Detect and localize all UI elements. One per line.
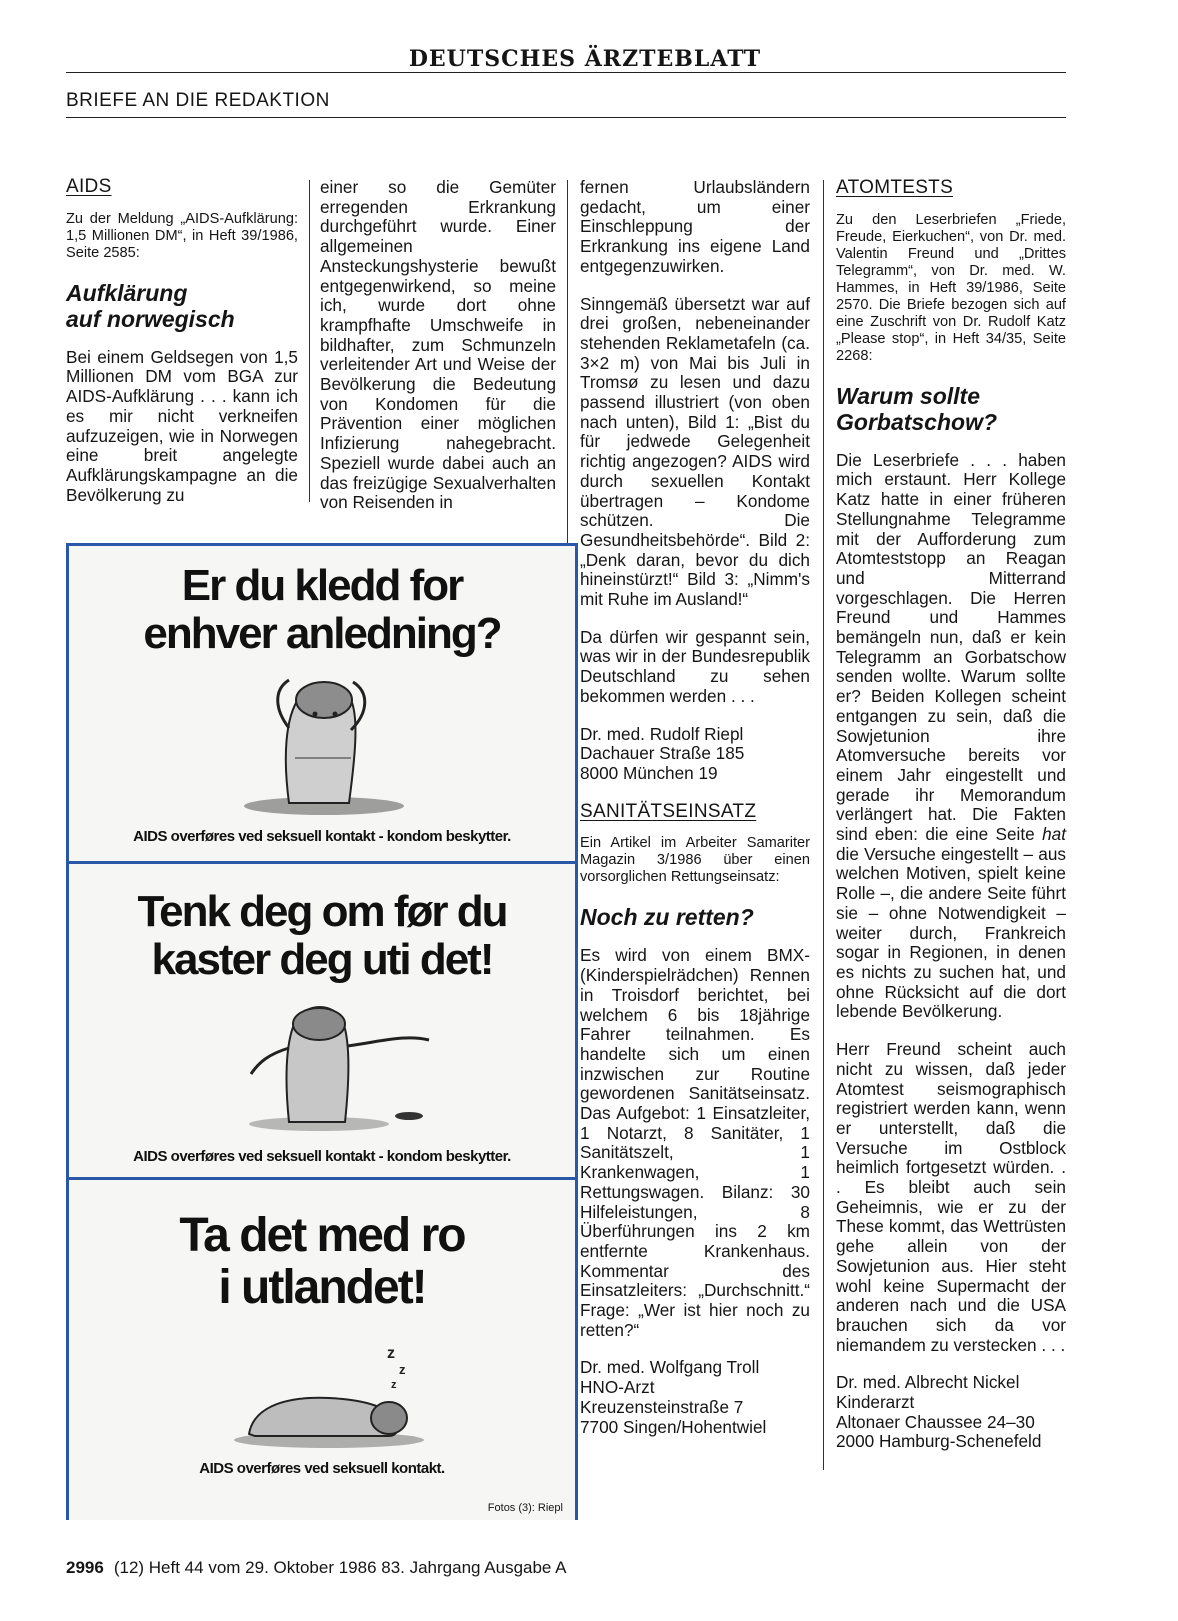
topic-aids: AIDS xyxy=(66,176,112,197)
poster-3 xyxy=(69,1177,575,1520)
journal-masthead: DEUTSCHES ÄRZTEBLATT xyxy=(408,46,762,72)
column-1 xyxy=(66,177,298,523)
svg-text:z: z xyxy=(399,1362,406,1377)
page-number: 2996 xyxy=(66,1558,104,1577)
intro-aids: Zu der Meldung „AIDS-Aufklärung: 1,5 Millionen DM“, in Heft 39/1986, Seite 2585: xyxy=(66,210,298,261)
column-2 xyxy=(320,178,556,531)
body-aids-4: Sinngemäß übersetzt war auf drei großen, nebeneinander stehenden Reklametafeln (ca. 3×2 m) von Mai bis Juli in Tromsø zu lesen und dazu passend illustriert (von oben nach unten), Bild 1: „Bist du für jedwede Gelegenheit richtig angezogen? AIDS wird durch sexuellen Kontakt übertragen – Kondome schützen. Die Gesundheitsbehörde“. Bild 2: „Denk daran, bevor du dich hineinstürzt!“ Bild 3: „Nimm's mit Ruhe im Ausland!“ xyxy=(580,293,810,610)
poster-figure xyxy=(66,543,578,1520)
body-aids-3: fernen Urlaubsländern gedacht, um einer Einschleppung der Erkrankung ins eigene Land entgegenzuwirken. xyxy=(580,177,810,276)
poster-2-tagline: AIDS overføres ved seksuell kontakt - kondom beskytter. xyxy=(133,1148,511,1165)
svg-text:z: z xyxy=(387,1345,395,1362)
column-3 xyxy=(580,178,810,1455)
body-aids-5: Da dürfen wir gespannt sein, was wir in der Bundesrepublik Deutschland zu sehen bekommen werden . . . xyxy=(580,626,810,706)
issue-info: (12) Heft 44 vom 29. Oktober 1986 83. Jahrgang Ausgabe A xyxy=(113,1558,567,1577)
poster-1-title: Er du kledd for enhver anledning? xyxy=(143,561,501,658)
intro-atom: Zu den Leserbriefen „Friede, Freude, Eierkuchen“, von Dr. med. Valentin Freund und „Drittes Telegramm“, von Dr. med. W. Hammes, in Heft 39/1986, Seite 2570. Die Briefe bezogen sich auf eine Zuschrift von Dr. Rudolf Katz „Please stop“, in Heft 34/35, Seite 2268: xyxy=(836,211,1066,364)
column-4 xyxy=(836,178,1066,1470)
header-rule-bottom xyxy=(66,117,1066,118)
poster-1-illustration xyxy=(219,658,429,818)
svg-text:z: z xyxy=(391,1379,397,1391)
body-aids-2: einer so die Gemüter erregenden Erkrankung durchgeführt wurde. Einer allgemeinen Ansteckungshysterie bewußt entgegenwirkend, so meine ich, wurde dort ohne krampfhafte Umschweife in bildhafter, zum Schmunzeln verleitender Art und Weise der Bevölkerung die Bedeutung von Kondomen für die Prävention einer möglichen Infizierung nahegebracht. Speziell wurde dabei auch an das freizügige Sexualverhalten von Reisenden in xyxy=(320,177,556,513)
signature-sanitaet: Dr. med. Wolfgang Troll HNO-Arzt Kreuzensteinstraße 7 7700 Singen/Hohentwiel xyxy=(580,1357,767,1437)
signature-atom: Dr. med. Albrecht Nickel Kinderarzt Altonaer Chaussee 24–30 2000 Hamburg-Schenefeld xyxy=(836,1372,1042,1452)
photo-credit: Fotos (3): Riepl xyxy=(487,1502,563,1514)
poster-2-illustration xyxy=(189,984,469,1134)
headline-aids: Aufklärung auf norwegisch xyxy=(66,279,235,332)
body-atom-2: Herr Freund scheint auch nicht zu wissen, daß jeder Atomtest seismographisch registriert werden kann, wenn er unterstellt, daß die Versuche im Ostblock heimlich fortgesetzt würden. . . Es bleibt auch sein Geheimnis, wie er zu der These kommt, das Wettrüsten gehe allein von der Sowjetunion aus. Hier steht wohl keine Supermacht der anderen nach und die USA brauchen sich da vor niemandem zu verstecken . . . xyxy=(836,1039,1066,1355)
poster-2 xyxy=(69,861,575,1180)
headline-atom: Warum sollte Gorbatschow? xyxy=(836,382,998,435)
section-title: BRIEFE AN DIE REDAKTION xyxy=(66,90,330,111)
headline-sanitaet: Noch zu retten? xyxy=(580,904,754,931)
column-divider-3 xyxy=(823,180,824,1470)
header-rule-top xyxy=(66,72,1066,73)
body-atom-1: Die Leserbriefe . . . haben mich erstaunt. Herr Kollege Katz hatte in einer früheren Stellungnahme Telegramme mit der Aufforderung zum Atomteststopp an Reagan und Mitterrand vorgeschlagen. Die Herren Freund und Hammes bemängeln nun, daß er kein Telegramm an Gorbatschow senden wollte. Warum sollte er? Beiden Kollegen scheint entgangen zu sein, daß die Sowjetunion ihre Atomversuche bereits vor einem Jahr eingestellt und gerade ihr Memorandum verlängert hat. Die Fakten sind eben: die eine Seite hat die Versuche eingestellt – aus welchen Motiven, spielt keine Rolle –, die andere Seite führt sie – ohne Notwendigkeit – weiter durch, Frankreich sogar in Regionen, in denen es nichts zu suchen hat, und ohne Rücksicht auf die dort lebende Bevölkerung. xyxy=(836,449,1066,1022)
poster-1-tagline: AIDS overføres ved seksuell kontakt - kondom beskytter. xyxy=(133,828,511,845)
poster-3-tagline: AIDS overføres ved seksuell kontakt. xyxy=(199,1460,445,1477)
body-sanitaet: Es wird von einem BMX-(Kinderspielrädchen) Rennen in Troisdorf berichtet, bei welchem 6 bis 18jährige Fahrer teilnahmen. Es handelte sich um einen inzwischen zur Routine gewordenen Sanitätseinsatz. Das Aufgebot: 1 Einsatzleiter, 1 Notarzt, 8 Sanitäter, 1 Sanitätszelt, 1 Krankenwagen, 1 Rettungswagen. Bilanz: 30 Hilfeleistungen, 8 Überführungen ins 2 km entfernte Krankenhaus. Kommentar des Einsatzleiters: „Durchschnitt.“ Frage: „Wer ist hier noch zu retten?“ xyxy=(580,945,810,1340)
body-aids-1: Bei einem Geldsegen von 1,5 Millionen DM vom BGA zur AIDS-Aufklärung . . . kann ich es mir nicht verkneifen aufzuzeigen, wie in Norwegen eine breit angelegte Aufklärungskampagne an die Bevölkerung zu xyxy=(66,346,298,505)
poster-2-title: Tenk deg om før du kaster deg uti det! xyxy=(137,887,507,984)
page-footer xyxy=(66,1558,567,1578)
topic-sanitaet: SANITÄTSEINSATZ xyxy=(580,800,757,822)
intro-sanitaet: Ein Artikel im Arbeiter Samariter Magazin 3/1986 über einen vorsorglichen Rettungseinsatz: xyxy=(580,835,810,886)
column-divider-1 xyxy=(309,180,310,502)
signature-aids: Dr. med. Rudolf Riepl Dachauer Straße 185 8000 München 19 xyxy=(580,723,745,783)
topic-atom: ATOMTESTS xyxy=(836,177,954,198)
poster-3-illustration xyxy=(219,1330,439,1450)
poster-3-title: Ta det med ro i utlandet! xyxy=(179,1209,465,1314)
poster-1 xyxy=(69,546,575,861)
